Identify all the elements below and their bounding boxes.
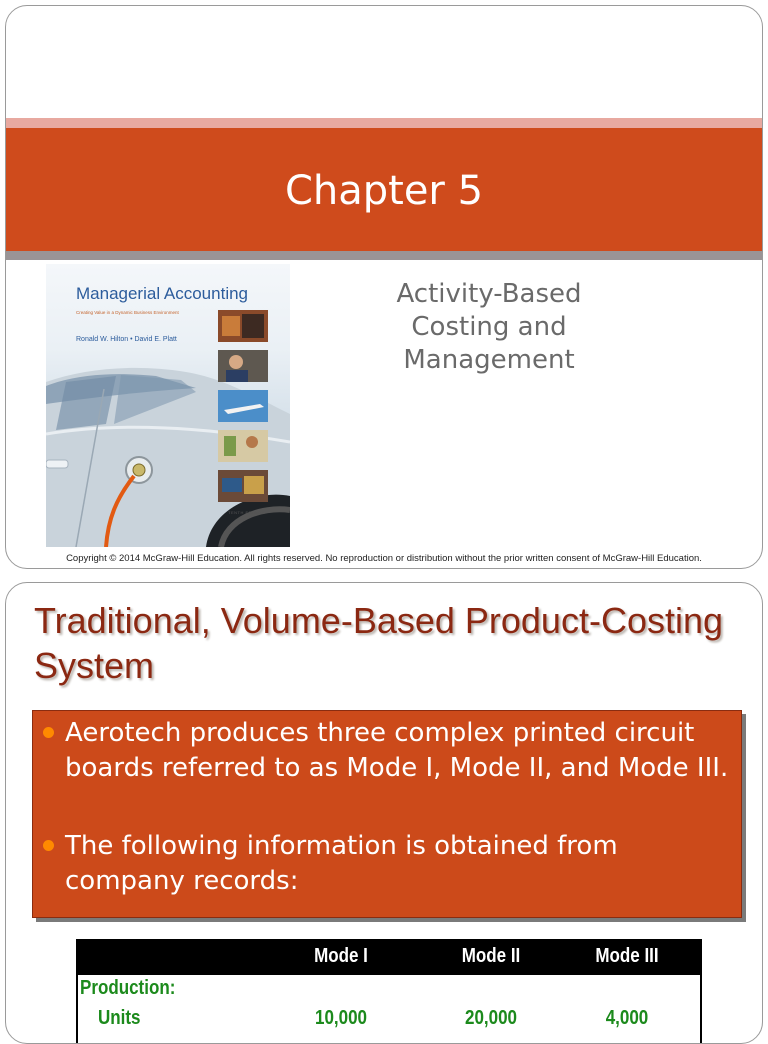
cover-edition: TENTH EDITION [228, 510, 266, 515]
chapter-title: Chapter 5 [284, 168, 484, 214]
title-band-bottom-stripe [6, 251, 762, 260]
table-row [78, 975, 700, 1005]
book-cover-image [46, 264, 290, 547]
bullet-item [43, 716, 733, 786]
bullet-box [32, 710, 742, 918]
table-cell: 4,000 [605, 1007, 649, 1029]
table-row [78, 1005, 700, 1035]
subtitle-line: Management [403, 345, 575, 375]
production-table [76, 939, 702, 1044]
bullet-dot-icon [43, 840, 54, 851]
column-header: Mode II [461, 945, 521, 967]
bullet-text: The following information is obtained from company records: [65, 831, 618, 896]
bullet-text: Aerotech produces three complex printed circuit boards referred to as Mode I, Mode II, and Mode III. [65, 718, 729, 783]
title-band-top-stripe [6, 118, 762, 128]
column-header: Mode I [314, 945, 368, 967]
slide-chapter-5 [5, 5, 763, 569]
bullet-dot-icon [43, 727, 54, 738]
subtitle-line: Activity-Based [396, 279, 582, 309]
cover-authors: Ronald W. Hilton • David E. Platt [76, 336, 177, 343]
row-label: Units [98, 1007, 141, 1029]
subtitle-line: Costing and [411, 312, 567, 342]
table-header-row [78, 941, 700, 975]
chapter-subtitle [344, 278, 634, 377]
book-cover-art [46, 264, 290, 547]
bullet-item [43, 829, 733, 899]
slide-title: Traditional, Volume-Based Product-Costing System [34, 600, 724, 686]
cover-title: Managerial Accounting [76, 284, 249, 303]
cover-tagline: Creating Value in a Dynamic Business Environment [76, 310, 179, 315]
column-header: Mode III [595, 945, 659, 967]
table-cell: 10,000 [314, 1007, 367, 1029]
table-cell: 20,000 [464, 1007, 517, 1029]
row-label: Production: [80, 977, 176, 999]
slide-traditional-costing [5, 582, 763, 1044]
copyright-notice: Copyright © 2014 McGraw-Hill Education. All rights reserved. No reproduction or distribution without the prior written consent of McGraw-Hill Education. [66, 553, 702, 564]
